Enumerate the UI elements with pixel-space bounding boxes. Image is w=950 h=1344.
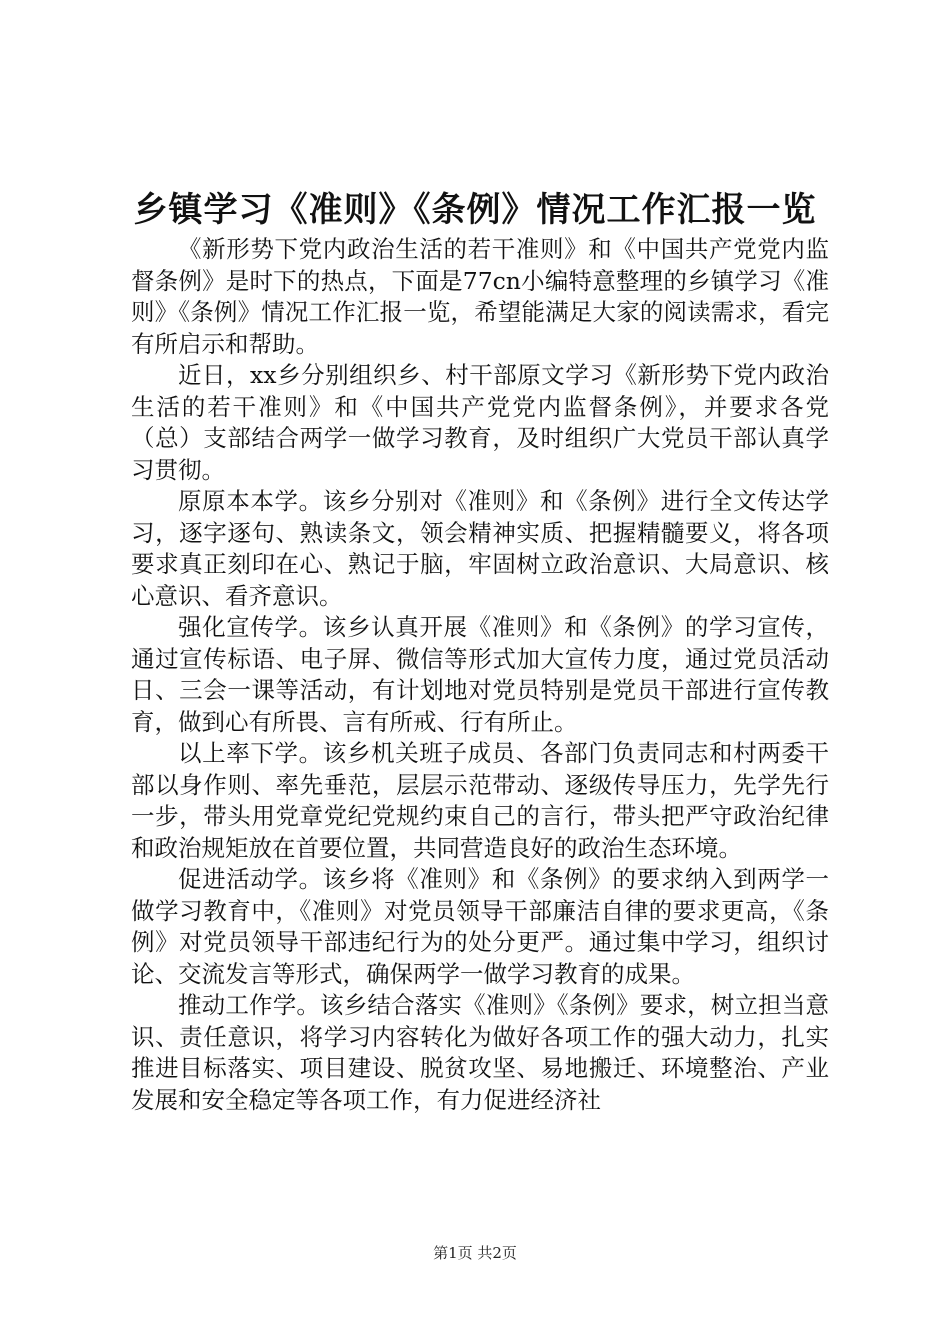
paragraph-publicity-study: 强化宣传学。该乡认真开展《准则》和《条例》的学习宣传，通过宣传标语、电子屏、微信等形式加大宣传力度，通过党员活动日、三会一课等活动，有计划地对党员特别是党员干部进行宣传教育，做到心有所畏、言有所戒、行有所止。 xyxy=(131,613,829,736)
paragraph-leadership-study: 以上率下学。该乡机关班子成员、各部门负责同志和村两委干部以身作则、率先垂范，层层示范带动、逐级传导压力，先学先行一步，带头用党章党纪党规约束自己的言行，带头把严守政治纪律和政治规矩放在首要位置，共同营造良好的政治生态环境。 xyxy=(131,739,829,862)
paragraph-work-study: 推动工作学。该乡结合落实《准则》《条例》要求，树立担当意识、责任意识，将学习内容转化为做好各项工作的强大动力，扎实推进目标落实、项目建设、脱贫攻坚、易地搬迁、环境整治、产业发展和安全稳定等各项工作，有力促进经济社 xyxy=(131,991,829,1114)
document-title: 乡镇学习《准则》《条例》情况工作汇报一览 xyxy=(133,190,817,230)
paragraph-recent: 近日，xx乡分别组织乡、村干部原文学习《新形势下党内政治生活的若干准则》和《中国共产党党内监督条例》，并要求各党（总）支部结合两学一做学习教育，及时组织广大党员干部认真学习贯彻。 xyxy=(131,361,829,484)
page-indicator: 第1页 共2页 xyxy=(433,1244,517,1262)
paragraph-intro: 《新形势下党内政治生活的若干准则》和《中国共产党党内监督条例》是时下的热点，下面是77cn小编特意整理的乡镇学习《准则》《条例》情况工作汇报一览，希望能满足大家的阅读需求，看完有所启示和帮助。 xyxy=(131,235,829,358)
document-body xyxy=(131,234,829,1116)
paragraph-original-study: 原原本本学。该乡分别对《准则》和《条例》进行全文传达学习，逐字逐句、熟读条文，领会精神实质、把握精髓要义，将各项要求真正刻印在心、熟记于脑，牢固树立政治意识、大局意识、核心意识、看齐意识。 xyxy=(131,487,829,610)
paragraph-activity-study: 促进活动学。该乡将《准则》和《条例》的要求纳入到两学一做学习教育中，《准则》对党员领导干部廉洁自律的要求更高，《条例》对党员领导干部违纪行为的处分更严。通过集中学习，组织讨论、交流发言等形式，确保两学一做学习教育的成果。 xyxy=(131,865,829,988)
